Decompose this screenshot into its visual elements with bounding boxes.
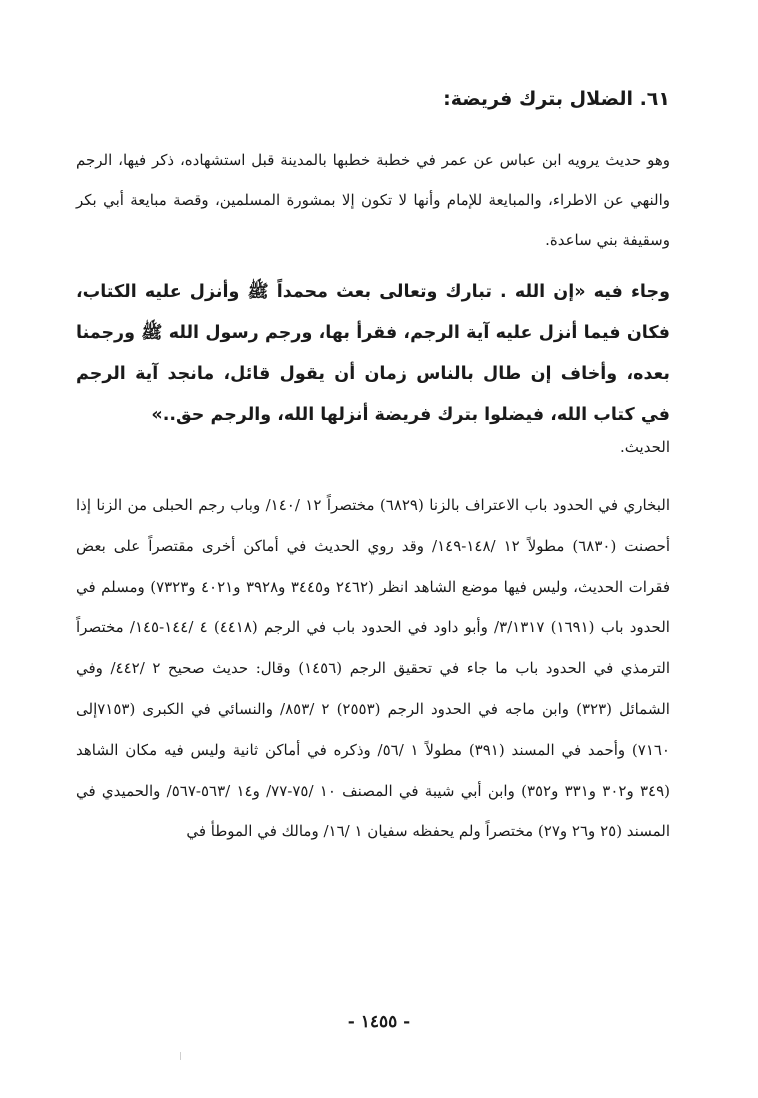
hadith-tail: الحديث. [620, 438, 670, 456]
section-heading: ٦١. الضلال بترك فريضة: [443, 88, 670, 110]
intro-paragraph: وهو حديث يرويه ابن عباس عن عمر في خطبة خطبها بالمدينة قبل استشهاده، ذكر فيها، الرجم والنهي عن الاطراء، والمبايعة للإمام وأنها لا تكون إلا بمشورة المسلمين، وقصة مبايعة أبي بكر وسقيفة بني ساعدة. [76, 151, 670, 249]
scan-mark [180, 1052, 181, 1060]
page-number: - ١٤٥٥ - [347, 1012, 411, 1032]
hadith-quote: وجاء فيه «إن الله . تبارك وتعالى بعث محمداً ﷺ وأنزل عليه الكتاب، فكان فيما أنزل عليه آية الرجم، فقرأ بها، ورجم رسول الله ﷺ ورجمنا بعده، وأخاف إن طال بالناس زمان أن يقول قائل، مانجد آية الرجم في كتاب الله، فيضلوا بترك فريضة أنزلها الله، والرجم حق..» [76, 282, 670, 425]
references-paragraph: البخاري في الحدود باب الاعتراف بالزنا (٦٨٢٩) مختصراً ١٢ /١٤٠/ وباب رجم الحبلى من الزنا إذا أحصنت (٦٨٣٠) مطولاً ١٢ /١٤٨-١٤٩/ وقد روي الحديث في أماكن أخرى مقتصراً على بعض فقرات الحديث، وليس فيها موضع الشاهد انظر (٢٤٦٢ و٣٤٤٥ و٣٩٢٨ و٤٠٢١ و٧٣٢٣) ومسلم في الحدود باب (١٦٩١) ٣/١٣١٧/ وأبو داود في الحدود باب في الرجم (٤٤١٨) ٤ /١٤٤-١٤٥/ مختصراً الترمذي في الحدود باب ما جاء في تحقيق الرجم (١٤٥٦) وقال: حديث صحيح ٢ /٤٤٢/ وفي الشمائل (٣٢٣) وابن ماجه في الحدود الرجم (٢٥٥٣) ٢ /٨٥٣/ والنسائي في الكبرى (٧١٥٣إلى ٧١٦٠) وأحمد في المسند (٣٩١) مطولاً ١ /٥٦/ وذكره في أماكن ثانية وليس فيه مكان الشاهد (٣٤٩ و٣٠٢ و٣٣١ و٣٥٢) وابن أبي شيبة في المصنف ١٠ /٧٥-٧٧/ و١٤ /٥٦٣-٥٦٧/ والحميدي في المسند (٢٥ و٢٦ و٢٧) مختصراً ولم يحفظه سفيان ١ /١٦/ ومالك في الموطأ في [76, 496, 671, 841]
